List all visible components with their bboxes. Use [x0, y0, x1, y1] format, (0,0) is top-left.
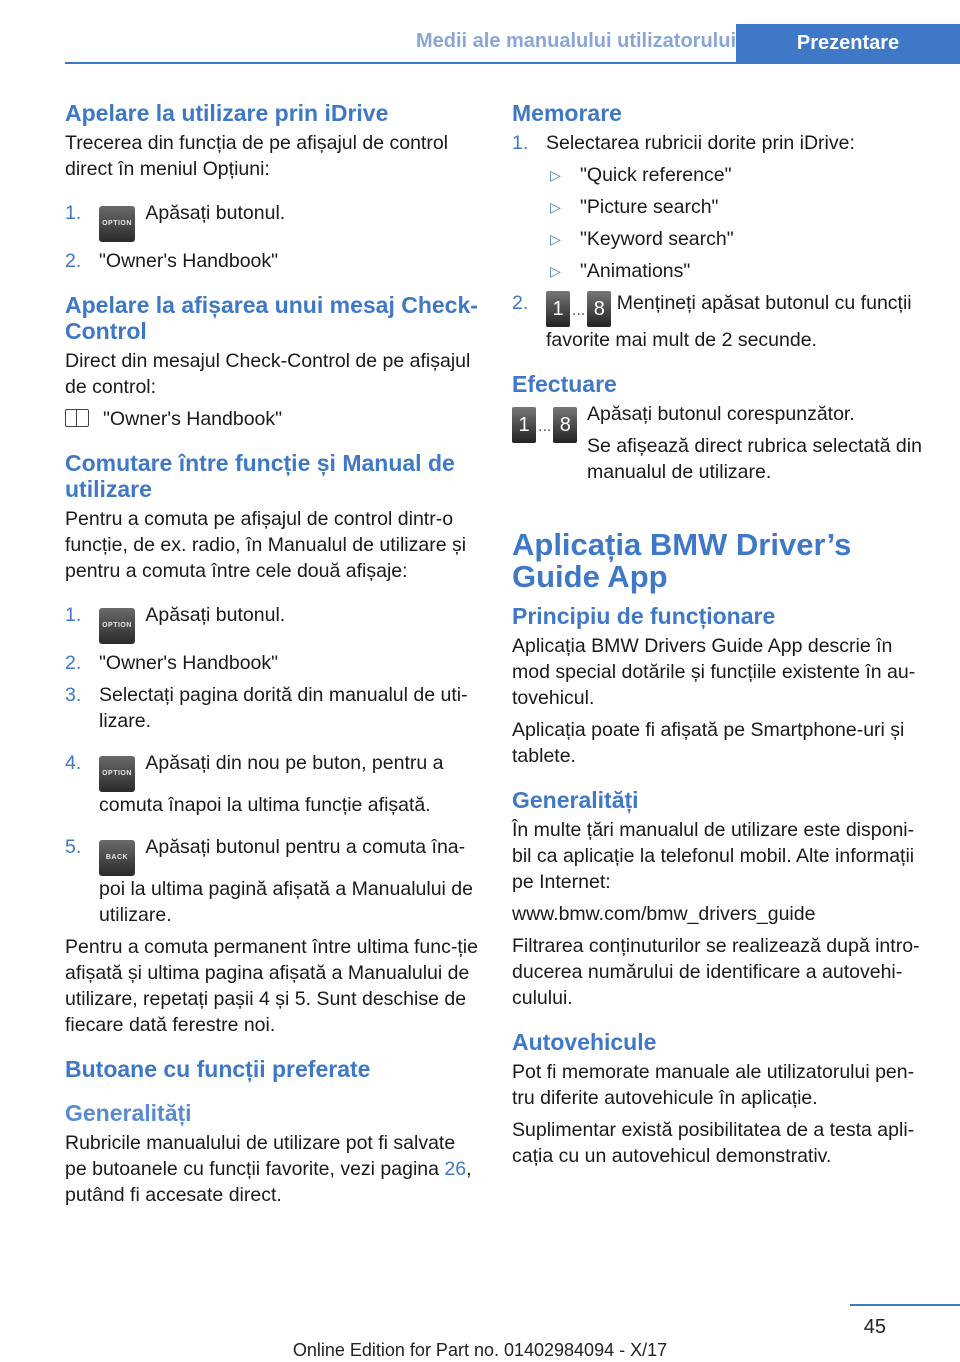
list-item: 2. "Owner's Handbook" [65, 652, 279, 674]
heading-check-control: Apelare la afișarea unui mesaj Check-Control [65, 292, 478, 344]
page-number: 45 [863, 1316, 886, 1338]
heading-general: Generalități [512, 787, 639, 813]
list-item: 3. Selectați pagina dorită din manualul de uti‐lizare. [65, 684, 468, 732]
paragraph: Pot fi memorate manuale ale utilizatorului pen‐tru diferite autovehicule în aplicație. [512, 1061, 915, 1109]
steps-list [512, 130, 930, 353]
paragraph: Pentru a comuta pe afișajul de control dintr-o funcție, de ex. radio, în Manualul de utilizare și pentru a comuta între cele două afișaje: [65, 508, 467, 582]
sub-list [546, 162, 930, 284]
favorite-buttons-icon: 1 ... 8 [512, 407, 577, 443]
option-button-icon: OPTION [99, 756, 135, 792]
steps-list [65, 602, 480, 928]
heading-vehicles: Autovehicule [512, 1029, 657, 1055]
paragraph: În multe țări manualul de utilizare este disponi‐bil ca aplicație la telefonul mobil. Alte informații pe Internet: [512, 819, 915, 893]
heading-principle: Principiu de funcționare [512, 603, 776, 629]
option-button-icon: OPTION [99, 206, 135, 242]
sub-list-item: ▷ "Keyword search" [550, 228, 734, 250]
triangle-bullet-icon: ▷ [550, 199, 561, 215]
handbook-icon [65, 409, 89, 427]
triangle-bullet-icon: ▷ [550, 167, 561, 183]
sub-list-item: ▷ "Quick reference" [550, 164, 732, 186]
page-header [65, 0, 960, 64]
list-item: 2. 1 ... 8 Mențineți apăsat butonul cu funcții favorite mai mult de 2 secunde. [512, 292, 912, 351]
right-column [512, 100, 930, 1175]
steps-list [65, 200, 480, 274]
heading-favorite-buttons: Butoane cu funcții preferate [65, 1056, 371, 1082]
favorite-button-8-icon: 8 [587, 291, 611, 327]
footer-edition: Online Edition for Part no. 01402984094 - X/17 [292, 1340, 668, 1360]
paragraph: Aplicația BMW Drivers Guide App descrie în mod special dotările și funcțiile existente în au‐tovehicul. [512, 635, 916, 709]
list-item: 4. OPTION Apăsați din nou pe buton, pentru a comuta înapoi la ultima funcție afișată. [65, 752, 444, 816]
list-item: 1. OPTION Apăsați butonul. [65, 200, 480, 242]
option-button-icon: OPTION [99, 608, 135, 644]
back-button-icon: BACK [99, 840, 135, 876]
url-text: www.bmw.com/bmw_drivers_guide [512, 903, 816, 925]
execute-block [512, 401, 930, 485]
paragraph: Aplicația poate fi afișată pe Smartphone-uri și tablete. [512, 719, 905, 767]
paragraph: Apăsați butonul corespunzător. [587, 403, 855, 425]
paragraph: Trecerea din funcția de pe afișajul de control direct în meniul Opțiuni: [65, 132, 449, 180]
sub-list-item: ▷ "Picture search" [550, 196, 719, 218]
favorite-button-1-icon: 1 [546, 291, 570, 327]
triangle-bullet-icon: ▷ [550, 231, 561, 247]
heading-execute: Efectuare [512, 371, 617, 397]
header-chapter-tab: Prezentare [736, 24, 960, 62]
heading-switch-function: Comutare între funcție și Manual de utilizare [65, 450, 455, 502]
handbook-line: "Owner's Handbook" [65, 406, 480, 432]
list-item: 2. "Owner's Handbook" [65, 250, 279, 272]
paragraph: Pentru a comuta permanent între ultima func‐ție afișată și ultima pagina afișată a Manualului de utilizare, repetați pașii 4 și 5. Sunt deschise de fiecare dată ferestre noi. [65, 936, 478, 1036]
header-section-title: Medii ale manualului utilizatorului [415, 30, 736, 52]
paragraph: Direct din mesajul Check-Control de pe afișajul de control: [65, 350, 471, 398]
paragraph: Suplimentar există posibilitatea de a testa apli‐cația cu un autovehicul demonstrativ. [512, 1119, 915, 1167]
paragraph: Filtrarea conținuturilor se realizează după intro‐ducerea numărului de identificare a autovehi‐culului. [512, 935, 920, 1009]
triangle-bullet-icon: ▷ [550, 263, 561, 279]
page-link[interactable]: 26 [444, 1158, 467, 1180]
sub-list-item: ▷ "Animations" [550, 260, 691, 282]
list-item: 1. Selectarea rubricii dorite prin iDrive: ▷ "Quick reference" ▷ "Picture search" ▷ "Keyword search" ▷ "Animations" [512, 130, 930, 284]
list-item: 1. OPTION Apăsați butonul. [65, 602, 480, 644]
heading-general: Generalități [65, 1100, 192, 1126]
list-item: 5. BACK Apăsați butonul pentru a comuta îna‐poi la ultima pagină afișată a Manualului de utilizare. [65, 836, 473, 926]
heading-memorize: Memorare [512, 100, 622, 126]
heading-idrive-call: Apelare la utilizare prin iDrive [65, 100, 389, 126]
paragraph: Rubricile manualului de utilizare pot fi salvate pe butoanele cu funcții favorite, vezi pagina 26, putând fi accesate direct. [65, 1132, 472, 1206]
section-title-app: Aplicația BMW Driver’s Guide App [512, 527, 852, 594]
paragraph: Se afișează direct rubrica selectată din manualul de utilizare. [587, 435, 922, 483]
left-column [65, 100, 480, 1214]
page-number-rule [850, 1304, 960, 1306]
